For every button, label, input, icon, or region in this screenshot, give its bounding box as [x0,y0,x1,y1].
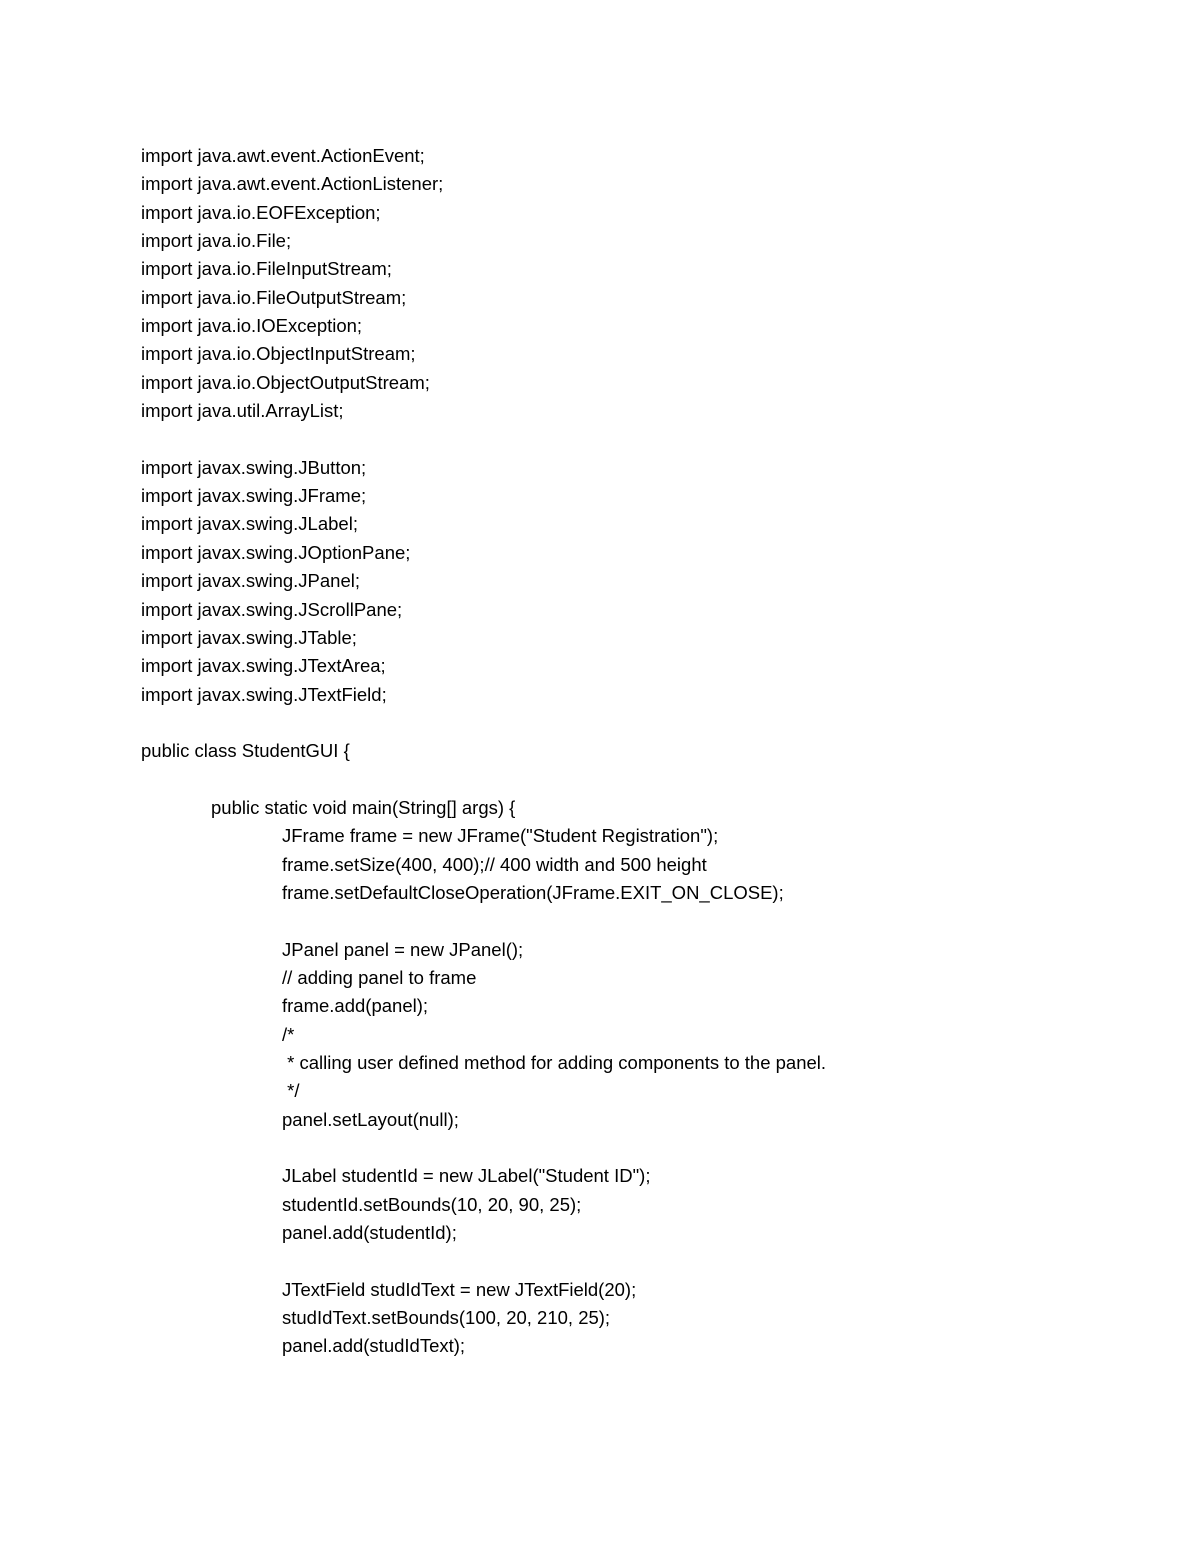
code-line: import java.util.ArrayList; [141,400,344,422]
code-line: studIdText.setBounds(100, 20, 210, 25); [282,1307,611,1329]
code-line: frame.setSize(400, 400);// 400 width and 500 height [282,853,707,875]
code-line: panel.add(studentId); [282,1222,457,1244]
code-line: import java.io.ObjectInputStream; [141,343,416,365]
code-comment: */ [282,1080,300,1102]
code-line: JLabel studentId = new JLabel("Student ID"); [282,1165,651,1187]
code-comment: /* [282,1023,295,1045]
code-line: panel.add(studIdText); [282,1335,466,1357]
code-line: import java.io.FileInputStream; [141,258,392,280]
code-line: import javax.swing.JFrame; [141,485,367,507]
blank-line [141,425,1101,453]
code-line: import javax.swing.JLabel; [141,513,358,535]
code-line: import java.io.ObjectOutputStream; [141,371,430,393]
code-line: import java.awt.event.ActionListener; [141,173,444,195]
code-line: frame.setDefaultCloseOperation(JFrame.EXIT_ON_CLOSE); [282,881,784,903]
main-method-declaration: public static void main(String[] args) { [211,796,516,818]
code-line: import java.io.File; [141,230,292,252]
code-comment: // adding panel to frame [282,966,477,988]
code-line: import java.io.IOException; [141,315,363,337]
code-line: import javax.swing.JButton; [141,456,367,478]
code-comment: * calling user defined method for adding components to the panel. [282,1052,827,1073]
blank-line [141,1247,1101,1275]
code-line: studentId.setBounds(10, 20, 90, 25); [282,1193,582,1215]
code-line: import java.io.EOFException; [141,201,381,223]
code-line: import java.awt.event.ActionEvent; [141,145,425,166]
code-line: panel.setLayout(null); [282,1108,459,1130]
code-line: import javax.swing.JScrollPane; [141,598,403,620]
blank-line [141,766,1101,794]
blank-line [141,907,1101,935]
code-line: JPanel panel = new JPanel(); [282,938,524,960]
code-line: import javax.swing.JOptionPane; [141,541,411,563]
code-line: import java.io.FileOutputStream; [141,286,407,308]
blank-line [141,709,1101,737]
code-line: import javax.swing.JTextArea; [141,655,386,677]
blank-line [141,1134,1101,1162]
code-line: import javax.swing.JTextField; [141,683,387,705]
code-line: JTextField studIdText = new JTextField(20); [282,1278,637,1300]
code-line: frame.add(panel); [282,995,429,1017]
code-line: JFrame frame = new JFrame("Student Registration"); [282,825,719,847]
code-line: import javax.swing.JPanel; [141,570,361,592]
class-declaration: public class StudentGUI { [141,740,350,762]
code-line: import javax.swing.JTable; [141,626,357,648]
code-listing [141,142,1101,1361]
